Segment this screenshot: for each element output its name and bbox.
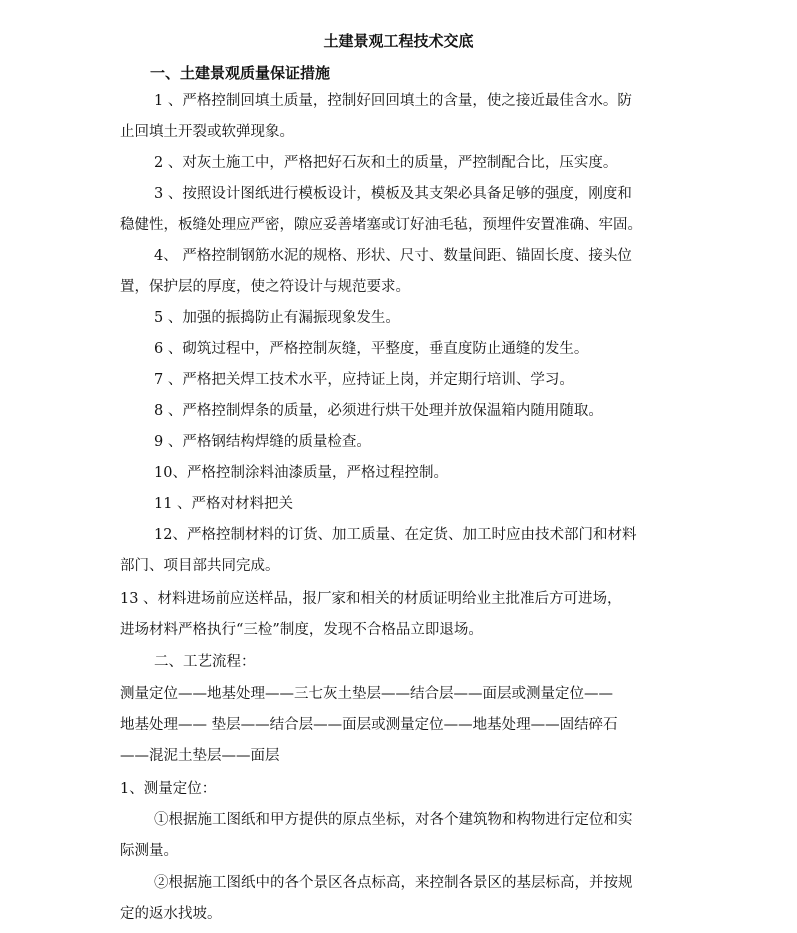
- item-1-line1: 1 、严格控制回填土质量，控制好回回填土的含量，使之接近最佳含水。防: [154, 93, 632, 109]
- section2-heading-block: [120, 647, 680, 678]
- item-13: [120, 584, 680, 646]
- process-flow: [120, 679, 680, 772]
- item-1-line2: 止回填土开裂或软弹现象。: [120, 124, 294, 140]
- item-7-line1: 7 、严格把关焊工技术水平，应持证上岗，并定期行培训、学习。: [154, 372, 574, 388]
- item-12-line2: 部门、项目部共同完成。: [120, 558, 280, 574]
- item-11-line1: 11 、严格对材料把关: [154, 496, 294, 512]
- step-1-line1: ①根据施工图纸和甲方提供的原点坐标，对各个建筑物和构物进行定位和实: [154, 812, 633, 828]
- document-title: 土建景观工程技术交底: [323, 32, 474, 50]
- item-4-line1: 4、 严格控制钢筋水泥的规格、形状、尺寸、数量间距、锚固长度、接头位: [154, 248, 632, 264]
- item-13-line2: 进场材料严格执行“三检”制度，发现不合格品立即退场。: [120, 622, 483, 638]
- item-10-line1: 10、严格控制涂料油漆质量，严格过程控制。: [154, 465, 448, 481]
- item-3-line2: 稳健性，板缝处理应严密，隙应妥善堵塞或订好油毛毡，预埋件安置准确、牢固。: [120, 217, 642, 233]
- item-12: [120, 520, 680, 582]
- subsection-heading: 1、测量定位：: [120, 781, 217, 797]
- item-5-line1: 5 、加强的振捣防止有漏振现象发生。: [154, 310, 400, 326]
- item-6: [120, 334, 680, 365]
- section2-heading: 二、工艺流程：: [154, 654, 256, 670]
- item-4: [120, 241, 680, 303]
- step-1-line2: 际测量。: [120, 843, 178, 859]
- item-12-line1: 12、严格控制材料的订货、加工质量、在定货、加工时应由技术部门和材料: [154, 527, 637, 543]
- item-2-line1: 2 、对灰土施工中，严格把好石灰和土的质量，严控制配合比，压实度。: [154, 155, 618, 171]
- item-10: [120, 458, 680, 489]
- item-9-line1: 9 、严格钢结构焊缝的质量检查。: [154, 434, 371, 450]
- item-7: [120, 365, 680, 396]
- step-2: [120, 868, 680, 930]
- item-9: [120, 427, 680, 458]
- item-13-line1: 13 、材料进场前应送样品，报厂家和相关的材质证明给业主批准后方可进场，: [120, 591, 622, 607]
- process-flow-line2: 地基处理—— 垫层——结合层——面层或测量定位——地基处理——固结碎石: [120, 717, 618, 733]
- item-5: [120, 303, 680, 334]
- step-2-line2: 定的返水找坡。: [120, 906, 222, 922]
- item-2: [120, 148, 680, 179]
- item-1: [120, 86, 680, 148]
- step-1: [120, 805, 680, 867]
- process-flow-line3: ——混泥土垫层——面层: [120, 748, 280, 764]
- process-flow-line1: 测量定位——地基处理——三七灰土垫层——结合层——面层或测量定位——: [120, 686, 613, 702]
- item-8: [120, 396, 680, 427]
- step-2-line1: ②根据施工图纸中的各个景区各点标高，来控制各景区的基层标高，并按规: [154, 875, 633, 891]
- item-3: [120, 179, 680, 241]
- section1-heading: 一、土建景观质量保证措施: [150, 64, 331, 82]
- item-4-line2: 置，保护层的厚度，使之符设计与规范要求。: [120, 279, 410, 295]
- item-6-line1: 6 、砌筑过程中，严格控制灰缝，平整度，垂直度防止通缝的发生。: [154, 341, 589, 357]
- item-8-line1: 8 、严格控制焊条的质量，必须进行烘干处理并放保温箱内随用随取。: [154, 403, 603, 419]
- item-3-line1: 3 、按照设计图纸进行模板设计，模板及其支架必具备足够的强度，刚度和: [154, 186, 632, 202]
- item-11: [120, 489, 680, 520]
